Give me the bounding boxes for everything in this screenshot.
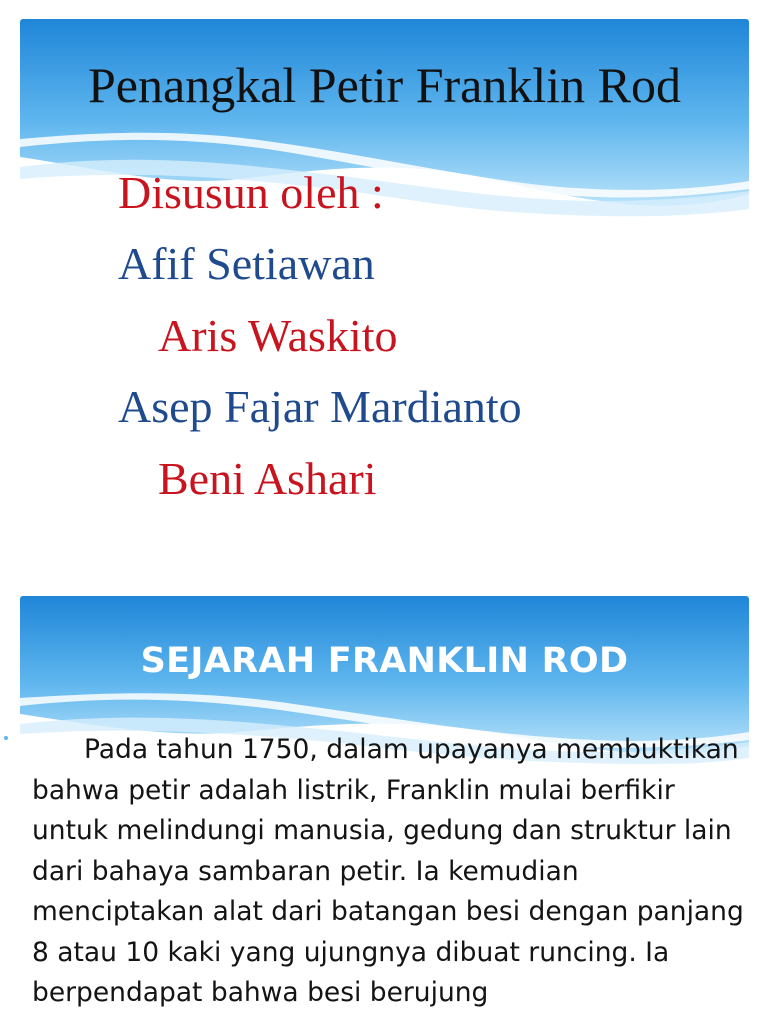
slide-1 (20, 19, 749, 559)
author-name: Asep Fajar Mardianto (118, 381, 522, 432)
author-name: Beni Ashari (158, 453, 377, 504)
bullet-icon (4, 736, 8, 740)
authors-heading: Disusun oleh : (118, 167, 384, 218)
slide-2-body: Pada tahun 1750, dalam upayanya membuktikan bahwa petir adalah listrik, Franklin mulai berfikir untuk melindungi manusia, gedung dan struktur lain dari bahaya sambaran petir. Ia kemudian menciptakan alat dari batangan besi dengan panjang 8 atau 10 kaki yang ujungnya dibuat runcing. Ia berpendapat bahwa besi berujung (32, 734, 744, 1008)
authors-block (20, 19, 749, 559)
slide-2-title: SEJARAH FRANKLIN ROD (140, 641, 629, 681)
slide-1-title: Penangkal Petir Franklin Rod (88, 57, 681, 113)
author-name: Aris Waskito (158, 310, 398, 361)
author-name: Afif Setiawan (118, 238, 375, 289)
slide-2 (20, 596, 749, 1024)
